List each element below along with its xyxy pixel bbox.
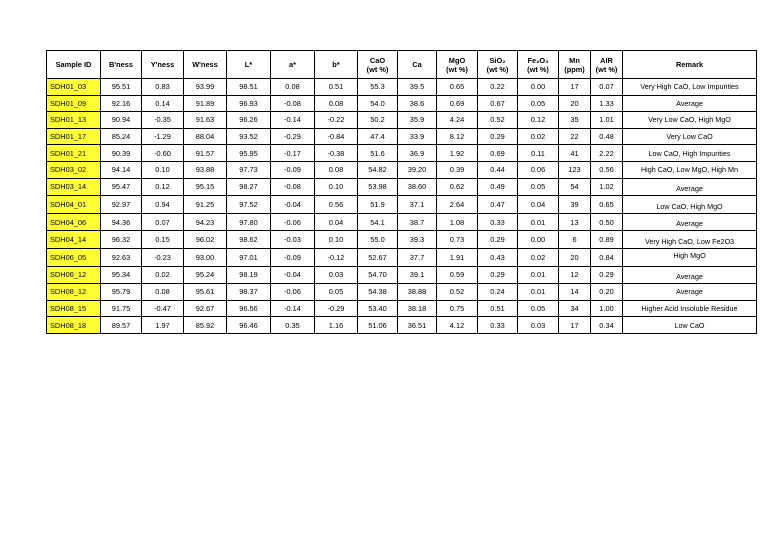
value-cell: 0.14 (142, 95, 184, 112)
value-cell: 0.59 (437, 266, 478, 284)
value-cell: -0.14 (271, 300, 315, 317)
value-cell: 0.20 (591, 284, 623, 301)
value-cell: 1.33 (591, 95, 623, 112)
value-cell: 96.32 (101, 231, 142, 249)
value-cell: 35.9 (398, 112, 437, 129)
value-cell: 14 (559, 284, 591, 301)
value-cell: -0.04 (271, 196, 315, 214)
column-header (315, 51, 358, 79)
column-label: a* (289, 60, 296, 69)
value-cell: 0.44 (478, 161, 518, 178)
value-cell: 96.56 (227, 300, 271, 317)
value-cell: 0.29 (478, 128, 518, 145)
value-cell: 0.73 (437, 231, 478, 249)
sample-id-cell: SDH01_21 (47, 145, 101, 162)
sample-id-cell: SDH03_02 (47, 161, 101, 178)
value-cell: 36.9 (398, 145, 437, 162)
column-unit: (wt %) (486, 64, 509, 74)
value-cell: 54.82 (358, 161, 398, 178)
value-cell: 39.3 (398, 231, 437, 249)
value-cell: 0.33 (478, 213, 518, 231)
value-cell: 0.83 (142, 79, 184, 96)
value-cell: 95.47 (101, 178, 142, 196)
column-label: L* (244, 60, 253, 69)
value-cell: 47.4 (358, 128, 398, 145)
value-cell: 0.02 (518, 128, 559, 145)
table-body (47, 79, 757, 334)
column-label: CaO (369, 55, 386, 65)
value-cell: -0.22 (315, 112, 358, 129)
value-cell: 1.92 (437, 145, 478, 162)
value-cell: 6 (559, 231, 591, 249)
value-cell: 1.00 (591, 300, 623, 317)
value-cell: 98.51 (227, 79, 271, 96)
value-cell: -0.35 (142, 112, 184, 129)
value-cell: 92.63 (101, 248, 142, 266)
value-cell: 0.94 (142, 196, 184, 214)
sample-id-cell: SDH06_12 (47, 266, 101, 284)
value-cell: 0.29 (478, 231, 518, 249)
table-header (47, 51, 757, 79)
value-cell: 90.94 (101, 112, 142, 129)
value-cell: -1.29 (142, 128, 184, 145)
value-cell: 92.97 (101, 196, 142, 214)
table-row (47, 112, 757, 129)
value-cell: 0.22 (478, 79, 518, 96)
value-cell: 91.25 (184, 196, 227, 214)
column-header (437, 51, 478, 79)
sample-id-cell: SDH08_15 (47, 300, 101, 317)
value-cell: 33.9 (398, 128, 437, 145)
value-cell: 85.92 (184, 317, 227, 334)
column-header (591, 51, 623, 79)
value-cell: 0.51 (315, 79, 358, 96)
sample-id-cell: SDH04_01 (47, 196, 101, 214)
value-cell: 93.00 (184, 248, 227, 266)
value-cell: 0.02 (518, 248, 559, 266)
value-cell: -0.03 (271, 231, 315, 249)
column-label: Sample ID (55, 60, 92, 69)
value-cell: 36.51 (398, 317, 437, 334)
column-header (184, 51, 227, 79)
value-cell: 51.9 (358, 196, 398, 214)
value-cell: 89.57 (101, 317, 142, 334)
column-header (227, 51, 271, 79)
column-label: SiO₂ (489, 55, 506, 65)
value-cell: 0.06 (518, 161, 559, 178)
value-cell: 0.12 (142, 178, 184, 196)
remark-cell: Higher Acid Insoluble Residue (623, 300, 757, 317)
value-cell: 41 (559, 145, 591, 162)
value-cell: 93.99 (184, 79, 227, 96)
value-cell: 85.24 (101, 128, 142, 145)
table-row (47, 161, 757, 178)
column-label: B'ness (109, 60, 133, 69)
value-cell: 96.02 (184, 231, 227, 249)
value-cell: 97.01 (227, 248, 271, 266)
value-cell: 95.51 (101, 79, 142, 96)
column-label: W'ness (192, 60, 218, 69)
value-cell: 92.16 (101, 95, 142, 112)
value-cell: 54.38 (358, 284, 398, 301)
sample-analysis-table (46, 50, 757, 334)
remark-cell: Average (623, 178, 757, 196)
value-cell: 0.02 (142, 266, 184, 284)
value-cell: 39.5 (398, 79, 437, 96)
value-cell: 90.39 (101, 145, 142, 162)
remark-cell: Very High CaO, Low Fe2O3 (623, 231, 757, 249)
sample-id-cell: SDH01_13 (47, 112, 101, 129)
remark-cell: Average (623, 95, 757, 112)
value-cell: -0.08 (271, 95, 315, 112)
table-row (47, 284, 757, 301)
value-cell: 0.29 (478, 266, 518, 284)
value-cell: 52.67 (358, 248, 398, 266)
value-cell: 0.01 (518, 266, 559, 284)
sample-id-cell: SDH01_03 (47, 79, 101, 96)
value-cell: 0.03 (518, 317, 559, 334)
value-cell: 98.62 (227, 231, 271, 249)
value-cell: 39.1 (398, 266, 437, 284)
value-cell: 0.43 (478, 248, 518, 266)
value-cell: 0.39 (437, 161, 478, 178)
table-row (47, 95, 757, 112)
value-cell: 17 (559, 317, 591, 334)
remark-cell: Average (623, 266, 757, 284)
table-row (47, 248, 757, 266)
table-row (47, 79, 757, 96)
value-cell: 94.23 (184, 213, 227, 231)
value-cell: -0.47 (142, 300, 184, 317)
value-cell: 0.84 (591, 248, 623, 266)
remark-cell: High CaO, Low MgO, High Mn (623, 161, 757, 178)
sample-id-cell: SDH08_18 (47, 317, 101, 334)
sample-id-cell: SDH01_09 (47, 95, 101, 112)
value-cell: 2.64 (437, 196, 478, 214)
sample-id-cell: SDH06_05 (47, 248, 101, 266)
remark-cell: Very High CaO, Low Impurities (623, 79, 757, 96)
value-cell: 95.24 (184, 266, 227, 284)
value-cell: 92.67 (184, 300, 227, 317)
remark-cell: Low CaO (623, 317, 757, 334)
value-cell: -0.06 (271, 284, 315, 301)
value-cell: -0.09 (271, 161, 315, 178)
value-cell: 55.3 (358, 79, 398, 96)
header-row (47, 51, 757, 79)
table-row (47, 128, 757, 145)
table-row (47, 178, 757, 196)
value-cell: -0.09 (271, 248, 315, 266)
value-cell: 0.52 (437, 284, 478, 301)
value-cell: 38.6 (398, 95, 437, 112)
value-cell: 35 (559, 112, 591, 129)
value-cell: 1.91 (437, 248, 478, 266)
value-cell: -0.29 (315, 300, 358, 317)
value-cell: 8.12 (437, 128, 478, 145)
value-cell: 91.89 (184, 95, 227, 112)
value-cell: 54.0 (358, 95, 398, 112)
value-cell: 1.97 (142, 317, 184, 334)
value-cell: 97.80 (227, 213, 271, 231)
remark-cell: Very Low CaO, High MgO (623, 112, 757, 129)
value-cell: -0.08 (271, 178, 315, 196)
column-header (271, 51, 315, 79)
value-cell: 38.7 (398, 213, 437, 231)
value-cell: 98.37 (227, 284, 271, 301)
value-cell: 0.11 (518, 145, 559, 162)
value-cell: 38.60 (398, 178, 437, 196)
value-cell: 39 (559, 196, 591, 214)
value-cell: 20 (559, 95, 591, 112)
value-cell: 0.65 (591, 196, 623, 214)
value-cell: -0.60 (142, 145, 184, 162)
value-cell: 96.46 (227, 317, 271, 334)
value-cell: 4.12 (437, 317, 478, 334)
value-cell: 123 (559, 161, 591, 178)
column-header (623, 51, 757, 79)
value-cell: -0.06 (271, 213, 315, 231)
value-cell: 0.01 (518, 284, 559, 301)
value-cell: 93.88 (184, 161, 227, 178)
value-cell: 94.14 (101, 161, 142, 178)
sample-id-cell: SDH08_12 (47, 284, 101, 301)
value-cell: 0.08 (271, 79, 315, 96)
value-cell: 17 (559, 79, 591, 96)
column-header (358, 51, 398, 79)
value-cell: 91.63 (184, 112, 227, 129)
column-label: Remark (675, 60, 704, 69)
value-cell: 0.08 (142, 284, 184, 301)
column-label: b* (332, 60, 340, 69)
column-label: Y'ness (150, 60, 175, 69)
column-unit: (wt %) (527, 64, 549, 74)
value-cell: 37.1 (398, 196, 437, 214)
column-label: AIR (600, 55, 613, 65)
value-cell: 0.08 (315, 161, 358, 178)
value-cell: 55.0 (358, 231, 398, 249)
value-cell: 0.67 (478, 95, 518, 112)
value-cell: -0.17 (271, 145, 315, 162)
value-cell: 91.75 (101, 300, 142, 317)
value-cell: -0.04 (271, 266, 315, 284)
table-row (47, 196, 757, 214)
table-row (47, 231, 757, 249)
value-cell: 1.16 (315, 317, 358, 334)
value-cell: 97.52 (227, 196, 271, 214)
column-label: Mn (569, 55, 580, 65)
value-cell: 0.05 (315, 284, 358, 301)
value-cell: 0.10 (315, 231, 358, 249)
value-cell: 34 (559, 300, 591, 317)
value-cell: 22 (559, 128, 591, 145)
value-cell: 4.24 (437, 112, 478, 129)
value-cell: 50.2 (358, 112, 398, 129)
value-cell: 38.18 (398, 300, 437, 317)
value-cell: 0.65 (437, 79, 478, 96)
value-cell: 20 (559, 248, 591, 266)
value-cell: 96.93 (227, 95, 271, 112)
value-cell: 51.06 (358, 317, 398, 334)
value-cell: 97.73 (227, 161, 271, 178)
remark-cell: Average (623, 284, 757, 301)
value-cell: 0.00 (518, 79, 559, 96)
value-cell: 88.04 (184, 128, 227, 145)
column-unit: (wt %) (595, 64, 618, 74)
table-row (47, 213, 757, 231)
value-cell: 53.40 (358, 300, 398, 317)
value-cell: 0.33 (478, 317, 518, 334)
value-cell: 0.07 (591, 79, 623, 96)
sample-id-cell: SDH04_06 (47, 213, 101, 231)
value-cell: 93.52 (227, 128, 271, 145)
value-cell: 0.05 (518, 95, 559, 112)
remark-cell: Low CaO, High Impurities (623, 145, 757, 162)
column-header (398, 51, 437, 79)
value-cell: 0.24 (478, 284, 518, 301)
value-cell: 0.05 (518, 300, 559, 317)
value-cell: 0.75 (437, 300, 478, 317)
value-cell: -0.29 (271, 128, 315, 145)
column-header (518, 51, 559, 79)
sample-id-cell: SDH04_14 (47, 231, 101, 249)
value-cell: 0.29 (591, 266, 623, 284)
value-cell: 96.26 (227, 112, 271, 129)
value-cell: -0.12 (315, 248, 358, 266)
value-cell: 37.7 (398, 248, 437, 266)
value-cell: 91.57 (184, 145, 227, 162)
remark-cell: Low CaO, High MgO (623, 196, 757, 214)
table-row (47, 266, 757, 284)
sample-id-cell: SDH01_17 (47, 128, 101, 145)
column-header (142, 51, 184, 79)
value-cell: 38.88 (398, 284, 437, 301)
value-cell: 39.20 (398, 161, 437, 178)
column-label: Fe₂O₃ (527, 55, 549, 65)
value-cell: 54.1 (358, 213, 398, 231)
value-cell: 0.04 (518, 196, 559, 214)
value-cell: 98.27 (227, 178, 271, 196)
value-cell: 0.48 (591, 128, 623, 145)
column-header (559, 51, 591, 79)
value-cell: 1.01 (591, 112, 623, 129)
value-cell: 1.02 (591, 178, 623, 196)
value-cell: 0.49 (478, 178, 518, 196)
value-cell: 0.10 (142, 161, 184, 178)
value-cell: 0.05 (518, 178, 559, 196)
remark-cell: Very Low CaO (623, 128, 757, 145)
column-label: MgO (448, 55, 466, 65)
value-cell: 0.15 (142, 231, 184, 249)
value-cell: 95.79 (101, 284, 142, 301)
remark-cell: Average (623, 213, 757, 231)
value-cell: 0.35 (271, 317, 315, 334)
column-label: Ca (412, 60, 422, 69)
column-header (47, 51, 101, 79)
value-cell: 0.52 (478, 112, 518, 129)
value-cell: -0.23 (142, 248, 184, 266)
sample-id-cell: SDH03_14 (47, 178, 101, 196)
value-cell: 0.10 (315, 178, 358, 196)
value-cell: 0.56 (591, 161, 623, 178)
value-cell: 0.51 (478, 300, 518, 317)
value-cell: 2.22 (591, 145, 623, 162)
value-cell: 0.34 (591, 317, 623, 334)
value-cell: 0.56 (315, 196, 358, 214)
value-cell: 13 (559, 213, 591, 231)
value-cell: 0.50 (591, 213, 623, 231)
value-cell: 0.89 (591, 231, 623, 249)
column-unit: (wt %) (366, 64, 389, 74)
value-cell: 98.19 (227, 266, 271, 284)
value-cell: 95.34 (101, 266, 142, 284)
value-cell: 0.69 (437, 95, 478, 112)
value-cell: 1.08 (437, 213, 478, 231)
table-row (47, 300, 757, 317)
value-cell: 95.95 (227, 145, 271, 162)
value-cell: -0.84 (315, 128, 358, 145)
value-cell: 0.03 (315, 266, 358, 284)
column-unit: (ppm) (564, 64, 585, 74)
value-cell: 0.07 (142, 213, 184, 231)
column-header (478, 51, 518, 79)
value-cell: 53.98 (358, 178, 398, 196)
value-cell: -0.14 (271, 112, 315, 129)
value-cell: 12 (559, 266, 591, 284)
value-cell: 0.69 (478, 145, 518, 162)
value-cell: 95.61 (184, 284, 227, 301)
table-row (47, 317, 757, 334)
value-cell: 0.62 (437, 178, 478, 196)
value-cell: 0.12 (518, 112, 559, 129)
value-cell: 0.01 (518, 213, 559, 231)
value-cell: 0.00 (518, 231, 559, 249)
value-cell: 51.6 (358, 145, 398, 162)
value-cell: 94.36 (101, 213, 142, 231)
value-cell: 0.04 (315, 213, 358, 231)
value-cell: -0.38 (315, 145, 358, 162)
column-unit: (wt %) (446, 64, 468, 74)
value-cell: 95.15 (184, 178, 227, 196)
value-cell: 54.70 (358, 266, 398, 284)
value-cell: 0.47 (478, 196, 518, 214)
remark-cell: High MgO (623, 248, 757, 266)
value-cell: 54 (559, 178, 591, 196)
value-cell: 0.08 (315, 95, 358, 112)
column-header (101, 51, 142, 79)
table-row (47, 145, 757, 162)
